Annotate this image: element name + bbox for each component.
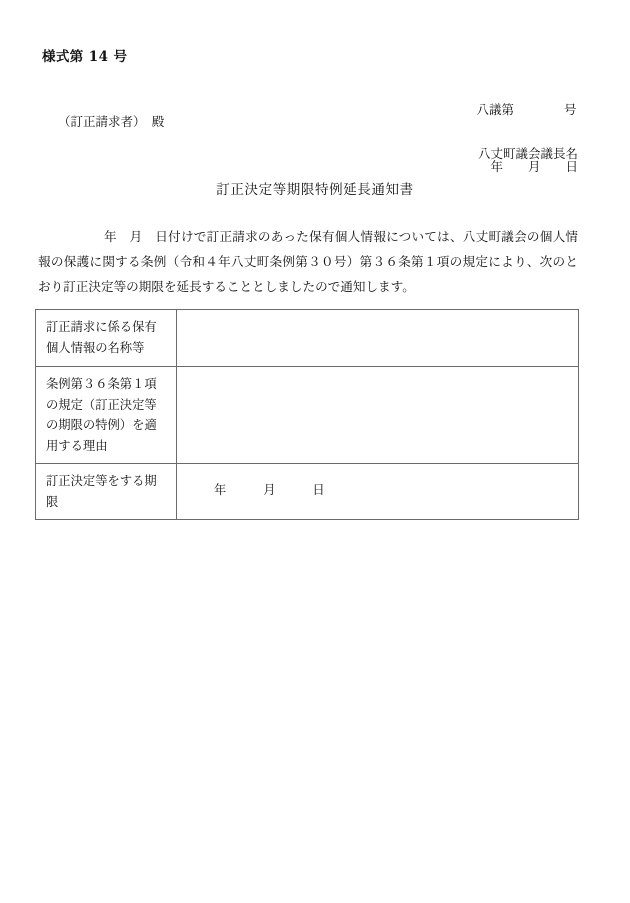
document-date: 年 月 日 (490, 159, 578, 174)
deadline-date-text: 年 月 日 (214, 483, 325, 497)
label-text: 訂正請求に係る保有個人情報の名称等 (46, 320, 157, 355)
row-label-information-name (36, 310, 177, 367)
addressee: （訂正請求者） 殿 (58, 114, 165, 129)
issuer-name: 八丈町議会議長名 (477, 146, 578, 161)
row-label-deadline (36, 464, 177, 520)
row-value-information-name[interactable] (177, 310, 579, 367)
form-number: 様式第 14 号 (42, 49, 128, 65)
body-paragraph: 年 月 日付けで訂正請求のあった保有個人情報については、八丈町議会の個人情報の保護に関する条例（令和４年八丈町条例第３０号）第３６条第１項の規定により、次のとおり訂正決定等の期限を延長することとしましたので通知します。 (38, 229, 578, 294)
table-row (36, 464, 579, 520)
document-number: 八議第 号 (476, 102, 577, 117)
document-title: 訂正決定等期限特例延長通知書 (216, 182, 414, 198)
row-value-deadline[interactable] (177, 464, 579, 520)
row-value-reason[interactable] (177, 367, 579, 464)
label-text: 条例第３６条第１項の規定（訂正決定等の期限の特例）を適用する理由 (46, 377, 157, 453)
table-row (36, 367, 579, 464)
notification-table (35, 309, 579, 520)
table-row (36, 310, 579, 367)
row-label-reason (36, 367, 177, 464)
label-text: 訂正決定等をする期限 (46, 474, 157, 509)
